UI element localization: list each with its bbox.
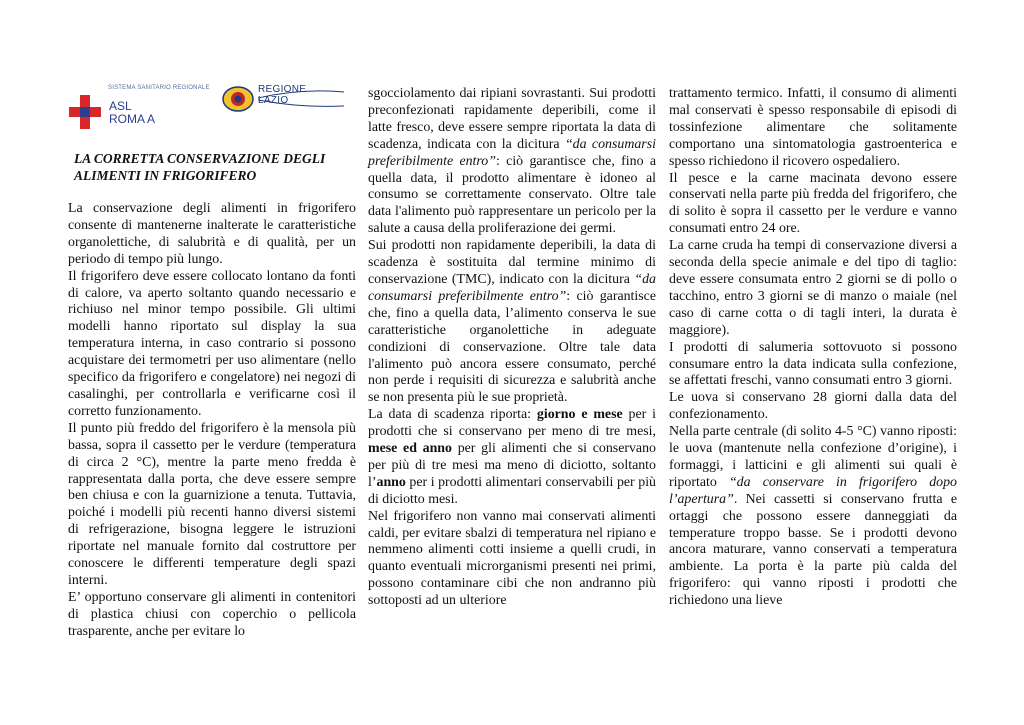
column-3 bbox=[669, 86, 957, 610]
column-2 bbox=[368, 86, 656, 610]
document-title bbox=[74, 150, 356, 184]
paragraph: Nel frigorifero non vanno mai conservati alimenti caldi, per evitare sbalzi di temperatura nel ripiano e nemmeno alimenti cotti insieme a quelli crudi, in quanto eventuali microrganismi presenti nei primi, possono contaminare cibi che non andranno più sottoposti ad un ulteriore bbox=[368, 508, 656, 609]
asl-name-line2: ROMA A bbox=[109, 112, 156, 126]
paragraph: Il punto più freddo del frigorifero è la mensola più bassa, sopra il cassetto per le verdure (temperatura di circa 2 °C), mentre la parte meno fredda è rappresentata dalla porta, che deve essere sempre ben chiusa e con la guarnizione a tenuta. Tuttavia, poiché i modelli più recenti hanno diversi sistemi di refrigerazione, bisogna leggere le istruzioni riportate nel manuale fornito dal costruttore per conoscere le differenti temperature degli spazi interni. bbox=[68, 420, 356, 588]
text-run: : ciò garantisce che, fino a quella data, l’alimento conserva le sue caratteristiche organolettiche in adeguate condizioni di conservazione. Oltre tale data l'alimento può ancora essere consumato, perché non perde i requisiti di sicurezza e salubrità anche se non presenta più le sue proprietà. bbox=[368, 288, 657, 406]
header-logos bbox=[68, 80, 358, 134]
italic-quote: “da conservare in frigorifero dopo l’apertura” bbox=[669, 474, 957, 507]
text-run: per i prodotti alimentari conservabili per più di diciotto mesi. bbox=[368, 474, 656, 507]
text-run: sgocciolamento dai ripiani sovrastanti. Sui prodotti preconfezionati rapidamente deperibili, come il latte fresco, deve essere sempre riportata la data di scadenza, indicata con la dicitura bbox=[368, 86, 656, 152]
text-run: per gli alimenti che si conservano per più di tre mesi ma meno di diciotto, soltanto l’ bbox=[368, 441, 656, 490]
asl-name-line1: ASL bbox=[109, 99, 132, 113]
asl-system-label: SISTEMA SANITARIO REGIONALE bbox=[108, 85, 210, 91]
bold-term: mese ed anno bbox=[368, 441, 452, 457]
lazio-name-line2: LAZIO bbox=[258, 95, 289, 106]
text-run: Sui prodotti non rapidamente deperibili, la data di scadenza è sostituita dal termine minimo di conservazione (TMC), indicato con la dicitura bbox=[368, 238, 656, 287]
bold-term: anno bbox=[376, 474, 406, 490]
text-run: Nella parte centrale (di solito 4-5 °C) vanno riposti: le uova (mantenute nella confezione d’origine), i formaggi, i latticini e gli alimenti sui quali è riportato bbox=[669, 424, 957, 490]
paragraph bbox=[368, 238, 656, 407]
paragraph: I prodotti di salumeria sottovuoto si possono consumare entro la data indicata sulla confezione, se affettati freschi, vanno consumati entro 3 giorni. bbox=[669, 339, 957, 389]
text-run: . Nei cassetti si conservano frutta e ortaggi che possono essere danneggiati da temperature troppo basse. Se i prodotti devono ancora maturare, vanno conservati a temperatura ambiente. La porta è la parte più calda del frigorifero: qui vanno riposti i prodotti che richiedono una lieve bbox=[669, 491, 957, 609]
paragraph: E’ opportuno conservare gli alimenti in contenitori di plastica chiusi con coperchio o pellicola trasparente, anche per evitare lo bbox=[68, 589, 356, 639]
text-run: La data di scadenza riporta: bbox=[368, 407, 537, 423]
paragraph: Il pesce e la carne macinata devono essere conservati nella parte più fredda del frigorifero, che di solito è sopra il cassetto per le verdure e vanno consumati entro 24 ore. bbox=[669, 170, 957, 237]
bold-term: giorno e mese bbox=[536, 407, 623, 423]
column-1 bbox=[68, 150, 356, 641]
paragraph bbox=[669, 424, 957, 610]
paragraph: La conservazione degli alimenti in frigorifero consente di mantenerne inalterate le caratteristiche organolettiche, di salubrità e di qualità, per un periodo di tempo più lungo. bbox=[68, 201, 356, 267]
asl-roma-a-logo bbox=[68, 80, 208, 134]
asl-name bbox=[109, 100, 155, 126]
paragraph bbox=[368, 407, 656, 508]
paragraph bbox=[368, 86, 656, 238]
italic-quote: “da consumarsi preferibilmente entro” bbox=[368, 136, 656, 169]
paragraph: La carne cruda ha tempi di conservazione diversi a seconda della specie animale e del tipo di taglio: deve essere consumata entro 2 giorni se di pollo o tacchino, entro 3 giorni se di manzo o maiale (nel caso di carne cotta o di tagli interi, la durata è maggiore). bbox=[669, 238, 957, 338]
text-run: per i prodotti che si conservano per meno di tre mesi, bbox=[368, 407, 656, 440]
title-line-1: LA CORRETTA CONSERVAZIONE DEGLI bbox=[74, 151, 326, 166]
title-line-2: ALIMENTI IN FRIGORIFERO bbox=[74, 168, 257, 183]
paragraph: Il frigorifero deve essere collocato lontano da fonti di calore, va aperto soltanto quando necessario e richiuso nel minor tempo possibile. Gli ultimi modelli hanno riportato sul display la sua temperatura interna, in caso contrario si possono acquistare dei termometri per uso alimentare (nello specifico da frigorifero e congelatore) nei negozi di casalinghi, per controllarla e verificarne così il corretto funzionamento. bbox=[68, 268, 356, 419]
paragraph: Le uova si conservano 28 giorni dalla data del confezionamento. bbox=[669, 390, 957, 423]
paragraph: trattamento termico. Infatti, il consumo di alimenti mal conservati è spesso responsabile di episodi di tossinfezione alimentare che solitamente comportano una sintomatologia gastroenterica e spesso richiedono il ricovero ospedaliero. bbox=[669, 86, 957, 169]
regione-lazio-logo bbox=[222, 84, 348, 114]
asl-cross-icon bbox=[69, 95, 101, 129]
italic-quote: “da consumarsi preferibilmente entro” bbox=[368, 271, 656, 304]
lazio-name bbox=[258, 84, 306, 106]
text-run: : ciò garantisce che, fino a quella data, il prodotto alimentare è idoneo al consumo se correttamente conservato. Oltre tale data l'alimento può rappresentare un pericolo per la salute a causa della proliferazione dei germi. bbox=[368, 153, 656, 237]
lazio-name-line1: REGIONE bbox=[258, 84, 307, 95]
lazio-emblem-icon bbox=[222, 86, 254, 112]
